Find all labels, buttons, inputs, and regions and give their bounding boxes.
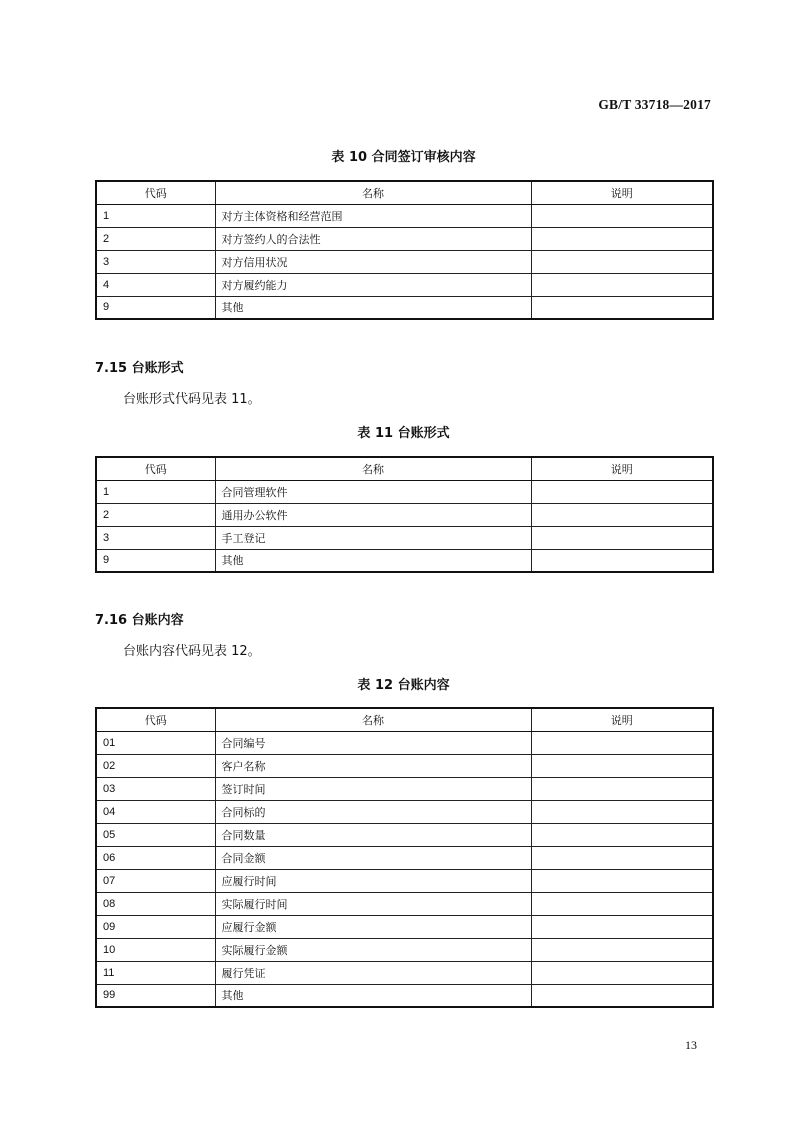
table-header-row (96, 457, 713, 480)
name-cell: 对方签约人的合法性 (215, 227, 531, 250)
code-cell: 04 (96, 800, 215, 823)
table-row (96, 273, 713, 296)
table-row (96, 915, 713, 938)
code-cell: 01 (96, 731, 215, 754)
name-cell: 实际履行金额 (215, 938, 531, 961)
description-cell (531, 273, 713, 296)
description-cell (531, 480, 713, 503)
name-cell: 合同管理软件 (215, 480, 531, 503)
table-row (96, 754, 713, 777)
table-row (96, 823, 713, 846)
name-cell: 应履行时间 (215, 869, 531, 892)
description-cell (531, 984, 713, 1007)
section-7-16-paragraph: 台账内容代码见表 12。 (123, 644, 261, 659)
code-cell: 03 (96, 777, 215, 800)
code-cell: 1 (96, 480, 215, 503)
section-heading-7-16: 7.16 台账内容 (95, 613, 184, 628)
table-11 (95, 456, 714, 573)
description-cell (531, 869, 713, 892)
code-cell: 3 (96, 526, 215, 549)
table-10 (95, 180, 714, 320)
name-cell: 签订时间 (215, 777, 531, 800)
code-cell: 9 (96, 549, 215, 572)
table-row (96, 938, 713, 961)
description-cell (531, 549, 713, 572)
name-cell: 合同编号 (215, 731, 531, 754)
name-cell: 手工登记 (215, 526, 531, 549)
code-cell: 2 (96, 503, 215, 526)
code-cell: 06 (96, 846, 215, 869)
description-cell (531, 892, 713, 915)
name-cell: 其他 (215, 549, 531, 572)
name-cell: 履行凭证 (215, 961, 531, 984)
name-cell: 实际履行时间 (215, 892, 531, 915)
code-cell: 02 (96, 754, 215, 777)
code-cell: 11 (96, 961, 215, 984)
code-cell: 1 (96, 204, 215, 227)
table-header-row (96, 181, 713, 204)
table-row (96, 869, 713, 892)
description-cell (531, 846, 713, 869)
description-cell (531, 227, 713, 250)
description-cell (531, 777, 713, 800)
name-cell: 合同数量 (215, 823, 531, 846)
table-12 (95, 707, 714, 1008)
name-cell: 对方信用状况 (215, 250, 531, 273)
column-header-name: 名称 (215, 457, 531, 480)
description-cell (531, 296, 713, 319)
name-cell: 对方履约能力 (215, 273, 531, 296)
table-row (96, 296, 713, 319)
description-cell (531, 800, 713, 823)
code-cell: 07 (96, 869, 215, 892)
code-cell: 3 (96, 250, 215, 273)
column-header-name: 名称 (215, 708, 531, 731)
table-row (96, 227, 713, 250)
code-cell: 99 (96, 984, 215, 1007)
table-12-caption: 表 12 台账内容 (357, 678, 450, 693)
description-cell (531, 250, 713, 273)
column-header-description: 说明 (531, 457, 713, 480)
column-header-code: 代码 (96, 457, 215, 480)
name-cell: 其他 (215, 984, 531, 1007)
section-heading-7-15: 7.15 台账形式 (95, 361, 184, 376)
table-row (96, 526, 713, 549)
description-cell (531, 204, 713, 227)
name-cell: 合同金额 (215, 846, 531, 869)
table-row (96, 731, 713, 754)
description-cell (531, 961, 713, 984)
table-header-row (96, 708, 713, 731)
table-row (96, 480, 713, 503)
name-cell: 通用办公软件 (215, 503, 531, 526)
table-row (96, 800, 713, 823)
column-header-code: 代码 (96, 181, 215, 204)
table-row (96, 250, 713, 273)
description-cell (531, 503, 713, 526)
name-cell: 应履行金额 (215, 915, 531, 938)
description-cell (531, 754, 713, 777)
description-cell (531, 526, 713, 549)
column-header-code: 代码 (96, 708, 215, 731)
column-header-description: 说明 (531, 708, 713, 731)
standard-number: GB/T 33718—2017 (598, 97, 711, 112)
code-cell: 2 (96, 227, 215, 250)
table-row (96, 961, 713, 984)
table-row (96, 549, 713, 572)
table-row (96, 846, 713, 869)
name-cell: 其他 (215, 296, 531, 319)
table-row (96, 503, 713, 526)
description-cell (531, 731, 713, 754)
column-header-name: 名称 (215, 181, 531, 204)
code-cell: 05 (96, 823, 215, 846)
table-row (96, 204, 713, 227)
description-cell (531, 915, 713, 938)
name-cell: 合同标的 (215, 800, 531, 823)
table-10-caption: 表 10 合同签订审核内容 (331, 150, 476, 165)
description-cell (531, 938, 713, 961)
code-cell: 9 (96, 296, 215, 319)
column-header-description: 说明 (531, 181, 713, 204)
code-cell: 10 (96, 938, 215, 961)
name-cell: 客户名称 (215, 754, 531, 777)
table-11-caption: 表 11 台账形式 (357, 426, 450, 441)
code-cell: 09 (96, 915, 215, 938)
section-7-15-paragraph: 台账形式代码见表 11。 (123, 392, 261, 407)
page-number: 13 (685, 1038, 697, 1052)
code-cell: 08 (96, 892, 215, 915)
code-cell: 4 (96, 273, 215, 296)
table-row (96, 892, 713, 915)
table-row (96, 777, 713, 800)
table-row (96, 984, 713, 1007)
name-cell: 对方主体资格和经营范围 (215, 204, 531, 227)
description-cell (531, 823, 713, 846)
